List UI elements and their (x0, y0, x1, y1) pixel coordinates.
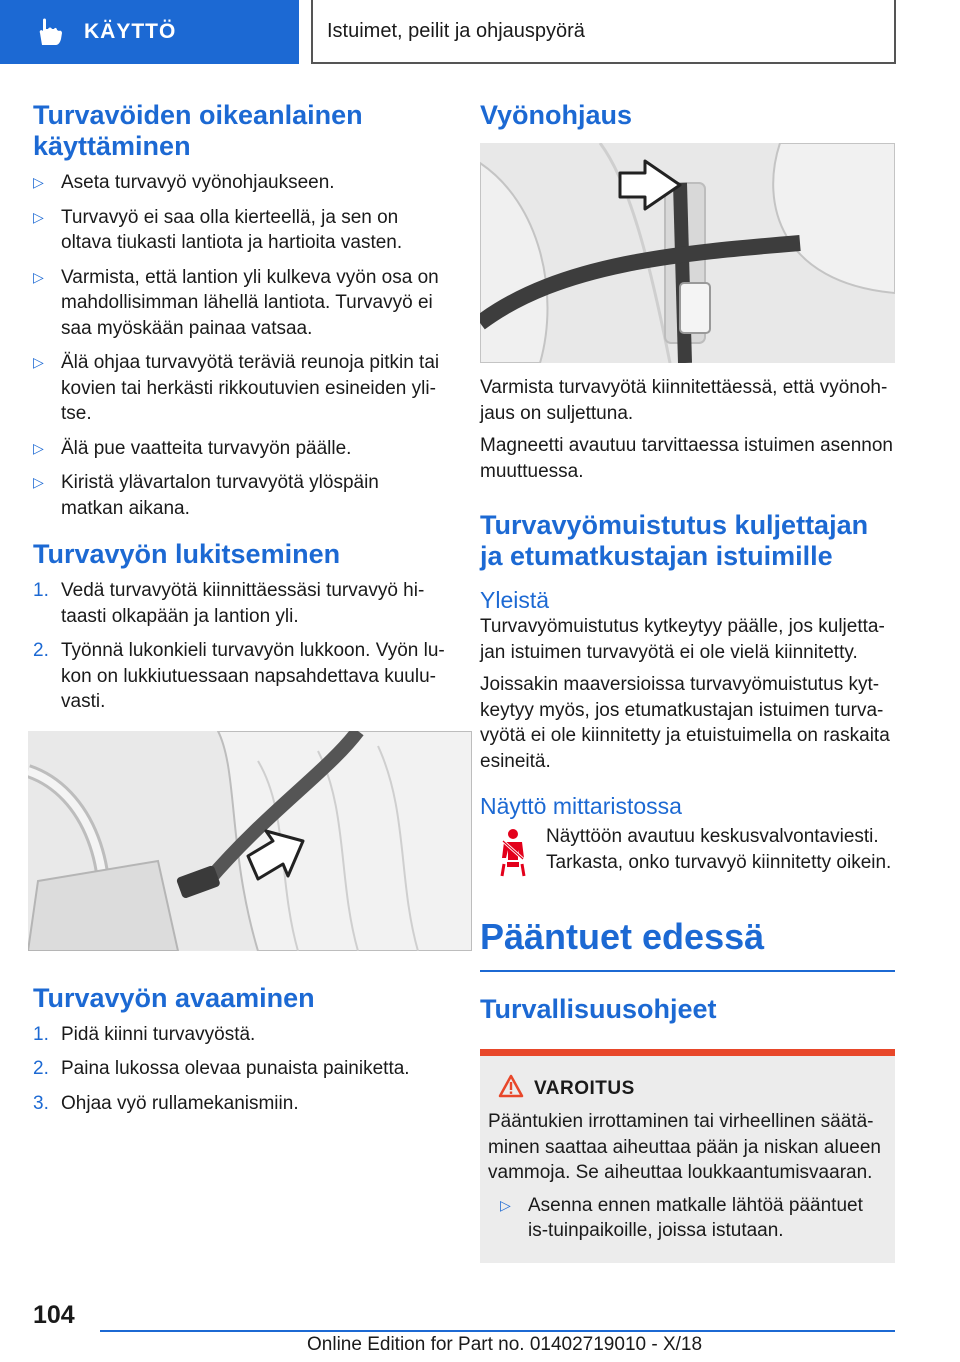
chapter-title: Istuimet, peilit ja ohjauspyörä (311, 0, 896, 64)
triangle-right-icon: ▷ (33, 439, 44, 456)
footer-divider (100, 1330, 895, 1332)
triangle-right-icon: ▷ (33, 268, 44, 285)
section-title-release: Turvavyön avaaminen (33, 982, 315, 1013)
triangle-right-icon: ▷ (33, 354, 44, 370)
subsection-title-general: Yleistä (480, 587, 550, 613)
divider (480, 970, 895, 972)
section-title-correct-use: Turvavöiden oikeanlainen käyttäminen (33, 100, 363, 161)
section-title-fasten: Turvavyön lukitseminen (33, 539, 341, 569)
paragraph: Näyttöön avautuu keskusvalvontaviesti. Tarkasta, onko turvavyö kiinnitetty oikein. (546, 826, 892, 873)
triangle-right-icon: ▷ (33, 174, 44, 190)
warning-triangle-icon (498, 1074, 524, 1103)
subsection-title-display: Näyttö mittaristossa (480, 793, 682, 819)
list-item: 1. Pidä kiinni turvavyöstä. (33, 1023, 256, 1045)
chapter-tab[interactable] (0, 0, 299, 64)
list-item: ▷ Kiristä ylävartalon turvavyötä ylöspäin matkan aikana. (33, 472, 379, 519)
triangle-right-icon: ▷ (500, 1196, 511, 1213)
section-title-safety: Turvallisuusohjeet (480, 994, 717, 1024)
fasten-steps (33, 578, 445, 715)
list-item: ▷ Turvavyö ei saa olla kierteellä, ja sen on oltava tiukasti lantiota ja hartioita vasten. (33, 206, 403, 253)
paragraph: Joissakin maaversioissa turvavyömuistutus kyt-keytyy myös, jos etumatkustajan istuimen turva-vyötä ei ole kiinnitetty ja etuistuimella on raskaita esineitä. (480, 674, 890, 772)
list-item: ▷ Älä ohjaa turvavyötä teräviä reunoja pitkin tai kovien tai herkästi rikkoutuvien esineiden yli-tse. (33, 352, 440, 424)
tab-label: KÄYTTÖ (84, 20, 177, 43)
correct-use-list (33, 170, 445, 521)
paragraph: Varmista turvavyötä kiinnitettäessä, että vyönoh-jaus on suljettuna. (480, 377, 888, 424)
list-item: 2. Paina lukossa olevaa punaista painiketta. (33, 1058, 410, 1079)
hand-pointer-icon (26, 10, 70, 54)
edition-note: Online Edition for Part no. 01402719010 - X/18 (307, 1334, 703, 1355)
warning-box (480, 1049, 895, 1263)
list-item: 1. Vedä turvavyötä kiinnittäessäsi turvavyö hi-taasti olkapään ja lantion yli. (33, 580, 425, 627)
warning-list (500, 1193, 881, 1244)
section-title-belt-guide: Vyönohjaus (480, 100, 633, 130)
seatbelt-warning-icon (480, 824, 546, 882)
page-number: 104 (33, 1301, 75, 1329)
paragraph: Magneetti avautuu tarvittaessa istuimen asennon muuttuessa. (480, 435, 893, 482)
display-note (480, 824, 895, 882)
triangle-right-icon: ▷ (33, 208, 44, 225)
list-item: ▷ Aseta turvavyö vyönohjaukseen. (33, 170, 445, 196)
belt-guide-illustration (480, 143, 895, 363)
warning-text: Pääntukien irrottaminen tai virheellinen säätä-minen saattaa aiheuttaa pään ja niskan alueen vammoja. Se aiheuttaa loukkaantumisvaaran. (488, 1111, 881, 1183)
list-item: ▷ Asenna ennen matkalle lähtöä pääntuet is-tuinpaikoille, joissa istutaan. (500, 1194, 863, 1241)
paragraph: Turvavyömuistutus kytkeytyy päälle, jos kuljetta-jan istuimen turvavyötä ei ole vielä kiinnitetty. (480, 616, 885, 663)
left-column (33, 100, 445, 1125)
list-item: 2. Työnnä lukonkieli turvavyön lukkoon. Vyön lu-kon on lukkiutuessaan napsahdettava kuulu-vasti. (33, 640, 445, 712)
release-steps (33, 1022, 445, 1117)
triangle-right-icon: ▷ (33, 474, 44, 490)
section-title-reminder: Turvavyömuistutus kuljettajan ja etumatkustajan istuimille (480, 510, 869, 571)
buckle-illustration (28, 731, 472, 951)
list-item: 3. Ohjaa vyö rullamekanismiin. (33, 1092, 299, 1114)
warning-label: VAROITUS (534, 1077, 635, 1099)
list-item: ▷ Älä pue vaatteita turvavyön päälle. (33, 436, 445, 462)
right-column (480, 100, 895, 1263)
list-item: ▷ Varmista, että lantion yli kulkeva vyön osa on mahdollisimman lähellä lantiota. Turvavyö ei saa myöskään painaa vatsaa. (33, 266, 439, 339)
section-title-headrests: Pääntuet edessä (480, 916, 765, 957)
